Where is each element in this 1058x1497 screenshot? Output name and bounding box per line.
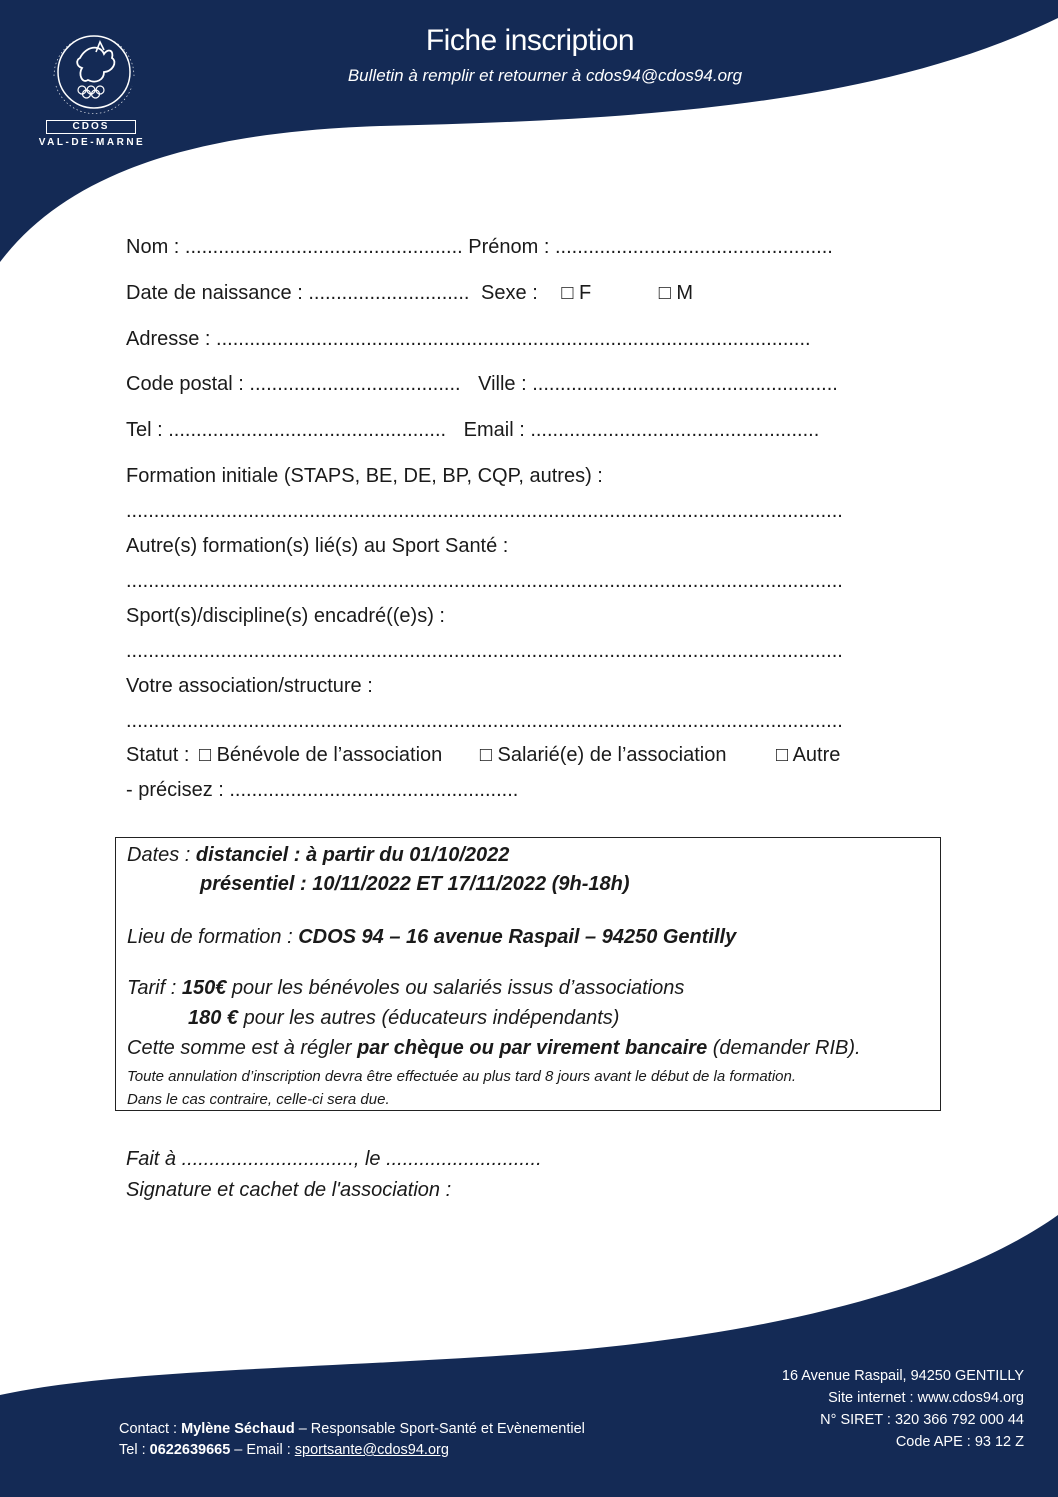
logo-cdos-label: CDOS bbox=[46, 120, 136, 134]
dates-label: Dates : bbox=[127, 844, 196, 866]
statut-label: Statut : bbox=[126, 744, 190, 766]
dates-distanciel: distanciel : à partir du 01/10/2022 bbox=[195, 844, 510, 866]
somme-line bbox=[127, 1037, 861, 1060]
dates-line bbox=[127, 844, 509, 867]
olympic-rooster-icon bbox=[38, 28, 150, 120]
statut-autre-checkbox[interactable]: □ Autre bbox=[776, 744, 841, 766]
tarif-2-text: pour les autres (éducateurs indépendants) bbox=[238, 1007, 620, 1029]
lieu-label: Lieu de formation : bbox=[127, 926, 299, 948]
cp-ville-field bbox=[126, 373, 838, 396]
somme-post: (demander RIB). bbox=[707, 1037, 861, 1059]
tarif-1-price: 150€ bbox=[181, 977, 227, 999]
footer-contact bbox=[119, 1421, 585, 1437]
lieu-value: CDOS 94 – 16 avenue Raspail – 94250 Gentilly bbox=[298, 926, 737, 948]
fait-a-field[interactable]: Fait à ..............................., le ............................ bbox=[126, 1148, 542, 1170]
footer-tel-email bbox=[119, 1442, 449, 1458]
dates-presentiel-line bbox=[200, 873, 630, 896]
formation-info-box bbox=[115, 837, 941, 1111]
email-input[interactable]: Email : .................................................... bbox=[463, 419, 820, 441]
autres-formations-label: Autre(s) formation(s) lié(s) au Sport Santé : bbox=[126, 535, 509, 557]
tel-input[interactable]: Tel : .................................................. bbox=[126, 419, 447, 441]
footer-site[interactable]: Site internet : www.cdos94.org bbox=[828, 1390, 1024, 1406]
footer-ape: Code APE : 93 12 Z bbox=[895, 1434, 1024, 1450]
tel-email-field bbox=[126, 419, 819, 442]
tarif-line-1 bbox=[127, 977, 684, 1000]
sexe-f-checkbox[interactable]: □ F bbox=[561, 282, 592, 304]
formation-initiale-line[interactable]: ................................................................................................................................. bbox=[126, 500, 843, 522]
page-title: Fiche inscription bbox=[425, 24, 635, 57]
association-label: Votre association/structure : bbox=[126, 675, 373, 697]
sports-label: Sport(s)/discipline(s) encadré((e)s) : bbox=[126, 605, 445, 627]
statut-salarie-checkbox[interactable]: □ Salarié(e) de l’association bbox=[479, 744, 727, 766]
somme-bold: par chèque ou par virement bancaire bbox=[357, 1037, 708, 1059]
somme-pre: Cette somme est à régler bbox=[127, 1037, 358, 1059]
ville-input[interactable]: Ville : ....................................................... bbox=[478, 373, 838, 395]
tel-value: 0622639665 bbox=[149, 1442, 231, 1458]
annulation-line-2: Dans le cas contraire, celle-ci sera due. bbox=[127, 1091, 390, 1108]
lieu-line bbox=[127, 926, 736, 949]
tarif-1-text: pour les bénévoles ou salariés issus d’associations bbox=[226, 977, 685, 999]
sexe-label: Sexe : bbox=[481, 282, 538, 304]
logo-region-label: VAL-DE-MARNE bbox=[38, 137, 146, 148]
autres-formations-line[interactable]: ................................................................................................................................. bbox=[126, 570, 843, 592]
sexe-m-checkbox[interactable]: □ M bbox=[658, 282, 694, 304]
footer-siret: N° SIRET : 320 366 792 000 44 bbox=[820, 1412, 1024, 1428]
email-label: – Email : bbox=[230, 1442, 295, 1458]
adresse-field[interactable]: Adresse : ........................................................................................................... bbox=[126, 328, 811, 350]
tarif-line-2 bbox=[188, 1007, 619, 1030]
date-naissance-field bbox=[126, 282, 693, 305]
footer-address: 16 Avenue Raspail, 94250 GENTILLY bbox=[781, 1368, 1024, 1384]
page-subtitle: Bulletin à remplir et retourner à cdos94@cdos94.org bbox=[347, 66, 743, 85]
contact-role: – Responsable Sport-Santé et Evènementiel bbox=[294, 1421, 585, 1437]
contact-name: Mylène Séchaud bbox=[181, 1421, 295, 1437]
sports-line[interactable]: ................................................................................................................................. bbox=[126, 640, 843, 662]
tel-label: Tel : bbox=[119, 1442, 150, 1458]
statut-row bbox=[126, 744, 840, 767]
date-naissance-input[interactable]: Date de naissance : ............................. bbox=[126, 282, 470, 304]
cdos-logo bbox=[38, 28, 150, 150]
statut-benevole-checkbox[interactable]: □ Bénévole de l’association bbox=[198, 744, 443, 766]
formation-initiale-label: Formation initiale (STAPS, BE, DE, BP, CQP, autres) : bbox=[126, 465, 603, 487]
precisez-field[interactable]: - précisez : .................................................... bbox=[126, 779, 519, 801]
signature-cachet-label: Signature et cachet de l'association : bbox=[126, 1179, 452, 1201]
association-line[interactable]: ................................................................................................................................. bbox=[126, 710, 843, 732]
nom-prenom-field[interactable]: Nom : .................................................. Prénom : .................................................. bbox=[126, 236, 833, 258]
contact-label: Contact : bbox=[119, 1421, 182, 1437]
dates-presentiel: présentiel : 10/11/2022 ET 17/11/2022 (9h-18h) bbox=[200, 873, 630, 895]
tarif-2-price: 180 € bbox=[188, 1007, 239, 1029]
email-link[interactable]: sportsante@cdos94.org bbox=[294, 1442, 449, 1458]
tarif-label: Tarif : bbox=[127, 977, 182, 999]
code-postal-input[interactable]: Code postal : ...................................... bbox=[126, 373, 461, 395]
annulation-line-1: Toute annulation d’inscription devra être effectuée au plus tard 8 jours avant le début de la formation. bbox=[127, 1068, 797, 1085]
